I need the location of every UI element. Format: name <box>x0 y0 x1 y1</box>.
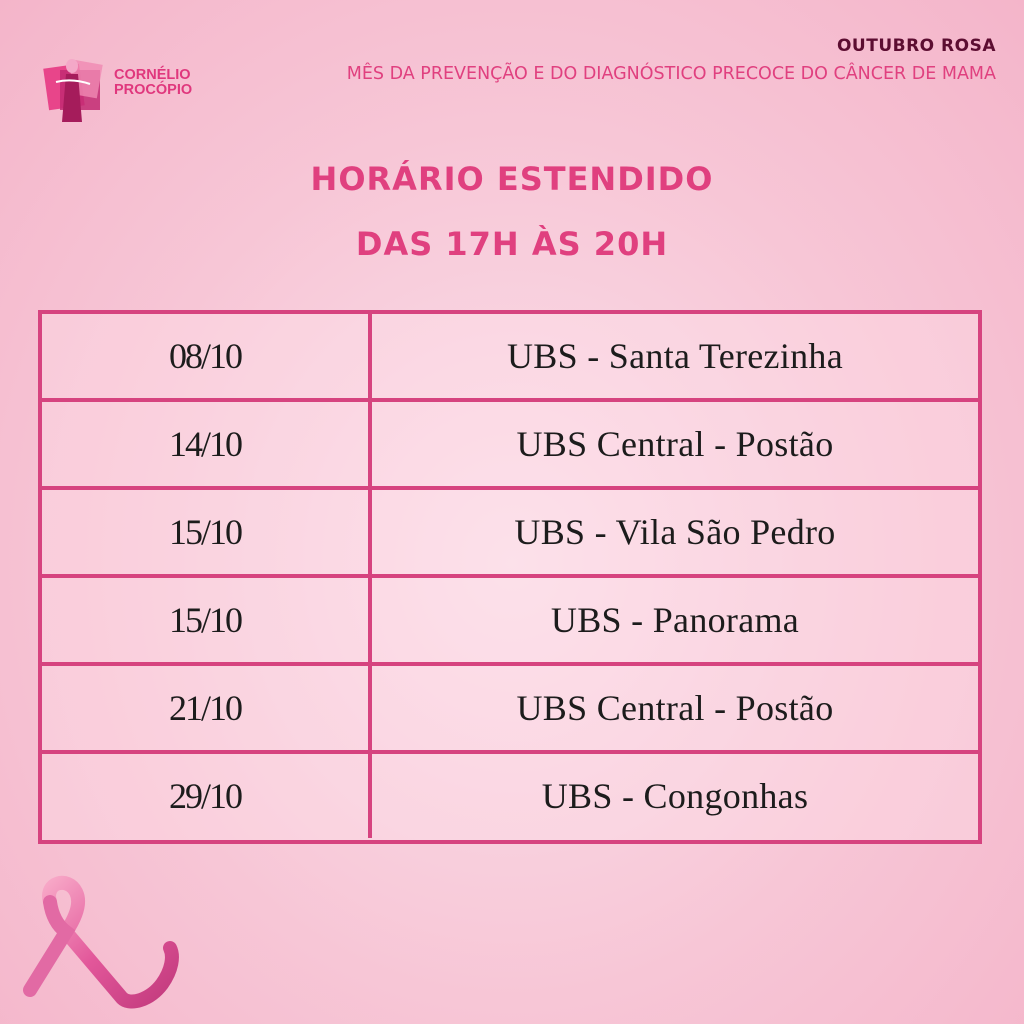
campaign-title: OUTUBRO ROSA <box>836 36 996 56</box>
table-row <box>42 402 978 490</box>
schedule-date: 14/10 <box>42 402 372 486</box>
table-row <box>42 666 978 754</box>
schedule-place: UBS - Vila São Pedro <box>514 512 836 552</box>
schedule-place: UBS - Congonhas <box>541 776 809 816</box>
pink-ribbon-icon <box>22 872 192 1012</box>
headline-extended-hours: HORÁRIO ESTENDIDO <box>310 160 714 198</box>
schedule-table <box>38 310 982 844</box>
city-logo <box>42 50 202 125</box>
schedule-place: UBS - Santa Terezinha <box>506 336 844 376</box>
headline-time-range: DAS 17H ÀS 20H <box>355 225 669 263</box>
campaign-subtitle: MÊS DA PREVENÇÃO E DO DIAGNÓSTICO PRECOCE DO CÂNCER DE MAMA <box>346 64 996 84</box>
schedule-date: 21/10 <box>42 666 372 750</box>
schedule-date: 15/10 <box>42 578 372 662</box>
table-row <box>42 490 978 578</box>
table-row <box>42 578 978 666</box>
logo-name-line2: PROCÓPIO <box>114 82 193 98</box>
schedule-place: UBS - Panorama <box>550 600 800 640</box>
table-row <box>42 314 978 402</box>
schedule-place: UBS Central - Postão <box>516 688 834 728</box>
schedule-date: 08/10 <box>42 314 372 398</box>
schedule-date: 29/10 <box>42 754 372 838</box>
schedule-place: UBS Central - Postão <box>516 424 834 464</box>
schedule-date: 15/10 <box>42 490 372 574</box>
logo-name <box>114 68 192 98</box>
logo-name-line1: CORNÉLIO <box>114 67 191 83</box>
table-row <box>42 754 978 842</box>
city-hall-logo-icon <box>42 52 110 124</box>
